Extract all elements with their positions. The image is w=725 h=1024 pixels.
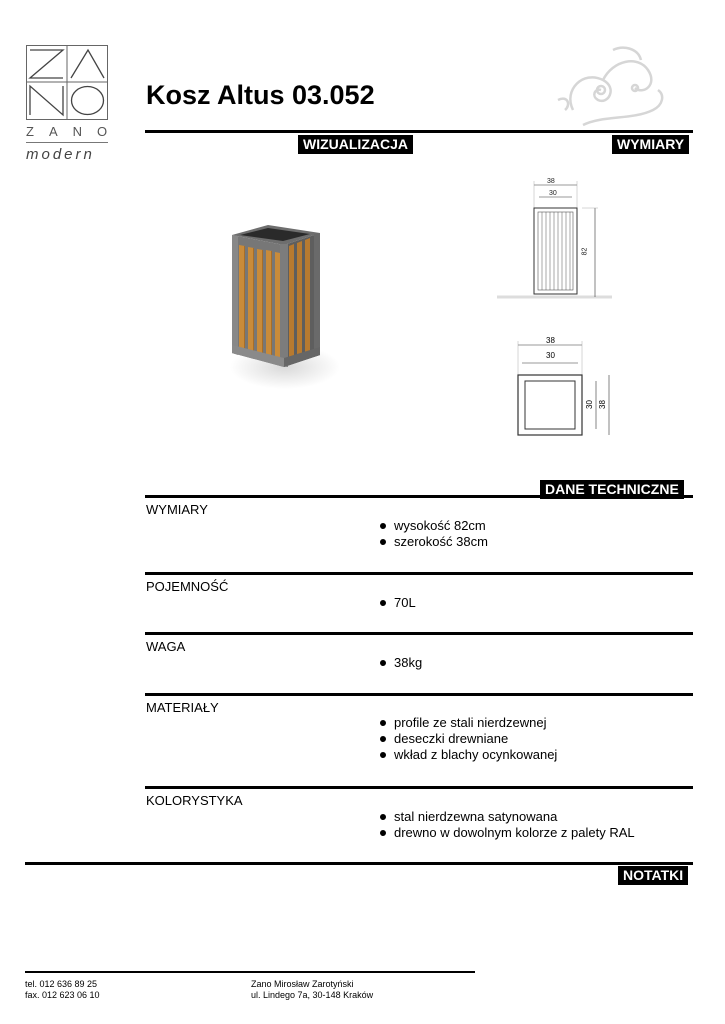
dimensions-list xyxy=(378,518,488,550)
top-dimension-drawing xyxy=(512,333,617,443)
weight-list xyxy=(378,655,422,671)
top-outer-depth: 38 xyxy=(597,400,607,409)
colors-list xyxy=(378,809,635,841)
list-item: stal nierdzewna satynowana xyxy=(378,809,635,825)
list-item: profile ze stali nierdzewnej xyxy=(378,715,557,731)
section-label-capacity: POJEMNOŚĆ xyxy=(146,579,229,594)
section-label-colors: KOLORYSTYKA xyxy=(146,793,243,808)
capacity-list xyxy=(378,595,416,611)
footer-company: Zano Mirosław Zarotyński xyxy=(251,979,354,989)
tech-divider xyxy=(145,495,693,498)
materials-list xyxy=(378,715,557,763)
visualization-header: WIZUALIZACJA xyxy=(298,135,413,154)
front-outer-width: 38 xyxy=(547,178,555,185)
zano-logo-icon xyxy=(26,45,108,120)
footer-divider xyxy=(25,971,475,973)
dimensions-header: WYMIARY xyxy=(612,135,689,154)
section-divider xyxy=(145,572,693,575)
top-inner-width: 30 xyxy=(546,351,555,360)
list-item: 38kg xyxy=(378,655,422,671)
top-divider xyxy=(145,130,693,133)
logo-divider xyxy=(26,142,108,143)
front-height: 82 xyxy=(581,247,589,256)
logo-tagline: modern xyxy=(26,146,95,163)
footer-address: ul. Lindego 7a, 30-148 Kraków xyxy=(251,990,374,1000)
section-divider xyxy=(145,632,693,635)
list-item: deseczki drewniane xyxy=(378,731,557,747)
section-label-weight: WAGA xyxy=(146,639,186,654)
section-divider xyxy=(145,693,693,696)
section-label-materials: MATERIAŁY xyxy=(146,700,219,715)
list-item: wysokość 82cm xyxy=(378,518,488,534)
notes-header: NOTATKI xyxy=(618,866,688,885)
page-title: Kosz Altus 03.052 xyxy=(146,80,375,110)
footer-phone: tel. 012 636 89 25 xyxy=(25,979,98,989)
footer-fax: fax. 012 623 06 10 xyxy=(25,990,100,1000)
technical-data-header: DANE TECHNICZNE xyxy=(540,480,684,499)
list-item: wkład z blachy ocynkowanej xyxy=(378,747,557,763)
top-outer-width: 38 xyxy=(546,336,555,345)
ornament-icon xyxy=(553,40,673,135)
list-item: 70L xyxy=(378,595,416,611)
front-inner-width: 30 xyxy=(549,190,557,197)
list-item: szerokość 38cm xyxy=(378,534,488,550)
section-label-dimensions: WYMIARY xyxy=(146,502,208,517)
logo-brand-text: ZANO xyxy=(26,124,123,139)
list-item: drewno w dowolnym kolorze z palety RAL xyxy=(378,825,635,841)
bin-visualization-icon xyxy=(210,215,350,395)
top-inner-depth: 30 xyxy=(584,400,594,409)
notes-divider xyxy=(25,862,693,865)
section-divider xyxy=(145,786,693,789)
